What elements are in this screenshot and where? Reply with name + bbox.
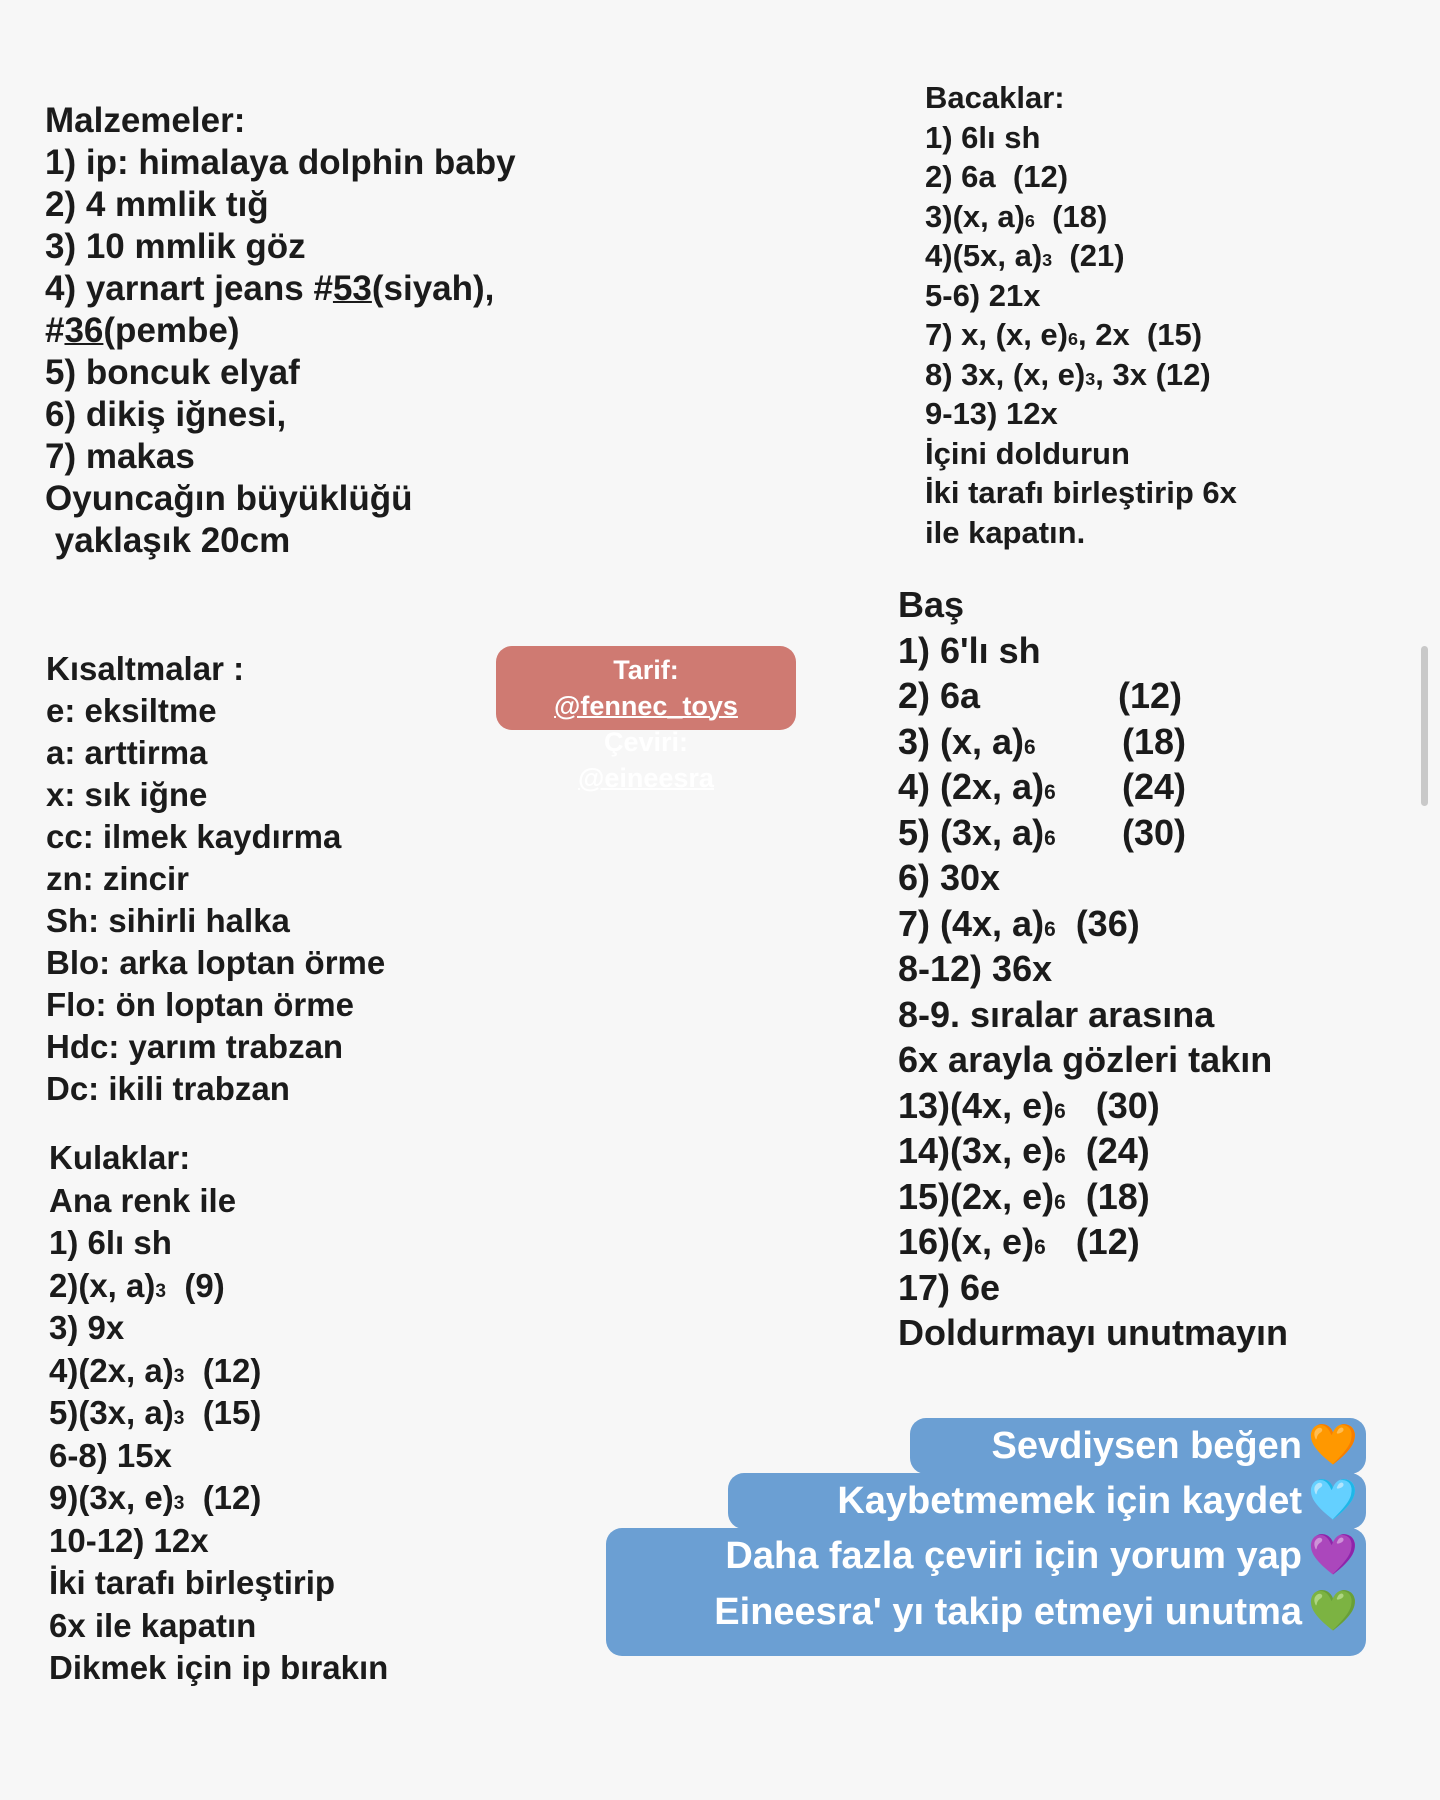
head-row: 7) (4x, a)$^6$ (36): [898, 902, 1140, 944]
abbreviations-title: Kısaltmalar :: [46, 650, 245, 687]
ears-row: 4)(2x, a)$^3$ (12): [49, 1351, 262, 1389]
green-heart-icon: 💚: [1308, 1589, 1358, 1633]
purple-heart-icon: 💜: [1308, 1533, 1358, 1577]
cta-comment: Daha fazla çeviri için yorum yap 💜: [620, 1528, 1352, 1584]
head-note: 6x arayla gözleri takın: [898, 1039, 1273, 1080]
head-row: 1) 6'lı sh: [898, 629, 1041, 671]
abbreviation-item: Blo: arka loptan örme: [46, 944, 386, 981]
legs-row: 1) 6lı sh: [925, 119, 1041, 155]
ears-row: 3) 9x: [49, 1309, 125, 1346]
head-row: 14)(3x, e)$^6$ (24): [898, 1130, 1150, 1171]
cta-sticker: [606, 1415, 1366, 1655]
head-row: 13)(4x, e)$^6$ (30): [898, 1084, 1160, 1126]
materials-item-yarn-cont: #36(pembe): [45, 311, 240, 350]
legs-row: 3)(x, a)$^6$ (18): [925, 198, 1108, 234]
abbreviation-item: Flo: ön loptan örme: [46, 986, 354, 1023]
head-title: Baş: [898, 584, 965, 625]
legs-row: 7) x, (x, e)$^6$, 2x (15): [925, 317, 1203, 352]
head-row: 3) (x, a)$^6$ (18): [898, 720, 1187, 762]
scrollbar[interactable]: [1421, 646, 1428, 806]
legs-section: [925, 78, 1237, 552]
translator-link[interactable]: @eineesra: [578, 763, 714, 793]
abbreviation-item: Hdc: yarım trabzan: [46, 1028, 344, 1065]
abbreviation-item: x: sık iğne: [46, 776, 208, 813]
materials-item: 6) dikiş iğnesi,: [45, 395, 287, 434]
head-note: 8-9. sıralar arasına: [898, 993, 1215, 1035]
abbreviation-item: zn: zincir: [46, 860, 190, 897]
materials-item: 3) 10 mmlik göz: [45, 227, 306, 266]
head-row: 2) 6a (12): [898, 675, 1183, 716]
head-row: 5) (3x, a)$^6$ (30): [898, 811, 1187, 853]
materials-item: 2) 4 mmlik tığ: [45, 185, 269, 224]
ears-row: 9)(3x, e)$^3$ (12): [49, 1479, 262, 1516]
head-section: [898, 582, 1288, 1356]
abbreviation-item: e: eksiltme: [46, 692, 217, 729]
legs-row: 9-13) 12x: [925, 396, 1058, 431]
head-row: 8-12) 36x: [898, 948, 1053, 989]
legs-row: 8) 3x, (x, e)$^3$, 3x (12): [925, 356, 1211, 392]
ears-note: 6x ile kapatın: [49, 1606, 257, 1644]
abbreviations-section: [46, 648, 385, 1110]
legs-note: İki tarafı birleştirip 6x: [925, 475, 1237, 510]
legs-note: İçini doldurun: [925, 435, 1130, 471]
head-row: 4) (2x, a)$^6$ (24): [898, 766, 1187, 807]
ears-row: 10-12) 12x: [49, 1521, 209, 1559]
orange-heart-icon: 🧡: [1308, 1423, 1358, 1467]
abbreviation-item: Sh: sihirli halka: [46, 902, 290, 939]
materials-item: 1) ip: himalaya dolphin baby: [45, 143, 516, 182]
legs-row: 2) 6a (12): [925, 159, 1069, 194]
recipe-credit: Tarif: @fennec_toys: [496, 652, 796, 724]
ears-row: 1) 6lı sh: [49, 1224, 172, 1261]
materials-section: [45, 100, 516, 562]
head-row: 16)(x, e)$^6$ (12): [898, 1221, 1140, 1262]
head-row: 15)(2x, e)$^6$ (18): [898, 1175, 1150, 1217]
cta-follow: Eineesra' yı takip etmeyi unutma 💚: [620, 1584, 1352, 1640]
head-note: Doldurmayı unutmayın: [898, 1312, 1289, 1353]
cta-save: Kaybetmemek için kaydet 🩵: [728, 1473, 1366, 1529]
abbreviation-item: Dc: ikili trabzan: [46, 1070, 290, 1107]
ears-row: 6-8) 15x: [49, 1436, 172, 1474]
ears-section: [49, 1137, 388, 1690]
toy-size-value: yaklaşık 20cm: [45, 521, 291, 560]
ears-title: Kulaklar:: [49, 1139, 191, 1176]
translation-credit: Çeviri: @eineesra: [496, 724, 796, 796]
recipe-author-link[interactable]: @fennec_toys: [554, 691, 738, 721]
ears-row: 2)(x, a)$^3$ (9): [49, 1266, 225, 1304]
head-row: 17) 6e: [898, 1266, 1001, 1308]
legs-note: ile kapatın.: [925, 514, 1086, 550]
cta-like: Sevdiysen beğen 🧡: [910, 1418, 1366, 1474]
materials-item-yarn: 4) yarnart jeans #53(siyah),: [45, 269, 495, 308]
materials-title: Malzemeler:: [45, 101, 246, 140]
abbreviation-item: cc: ilmek kaydırma: [46, 818, 342, 855]
ears-subtitle: Ana renk ile: [49, 1181, 237, 1219]
ears-note: Dikmek için ip bırakın: [49, 1649, 389, 1686]
ears-row: 5)(3x, a)$^3$ (15): [49, 1394, 262, 1431]
credit-sticker: [496, 646, 796, 793]
materials-item: 7) makas: [45, 437, 195, 476]
materials-item: 5) boncuk elyaf: [45, 353, 300, 392]
abbreviation-item: a: arttirma: [46, 734, 208, 771]
legs-row: 5-6) 21x: [925, 277, 1041, 313]
cta-comment-follow: [606, 1528, 1366, 1656]
head-row: 6) 30x: [898, 857, 1001, 898]
legs-row: 4)(5x, a)$^3$ (21): [925, 238, 1125, 273]
ears-note: İki tarafı birleştirip: [49, 1564, 336, 1601]
light-blue-heart-icon: 🩵: [1308, 1478, 1358, 1522]
legs-title: Bacaklar:: [925, 80, 1065, 115]
toy-size-label: Oyuncağın büyüklüğü: [45, 479, 413, 518]
